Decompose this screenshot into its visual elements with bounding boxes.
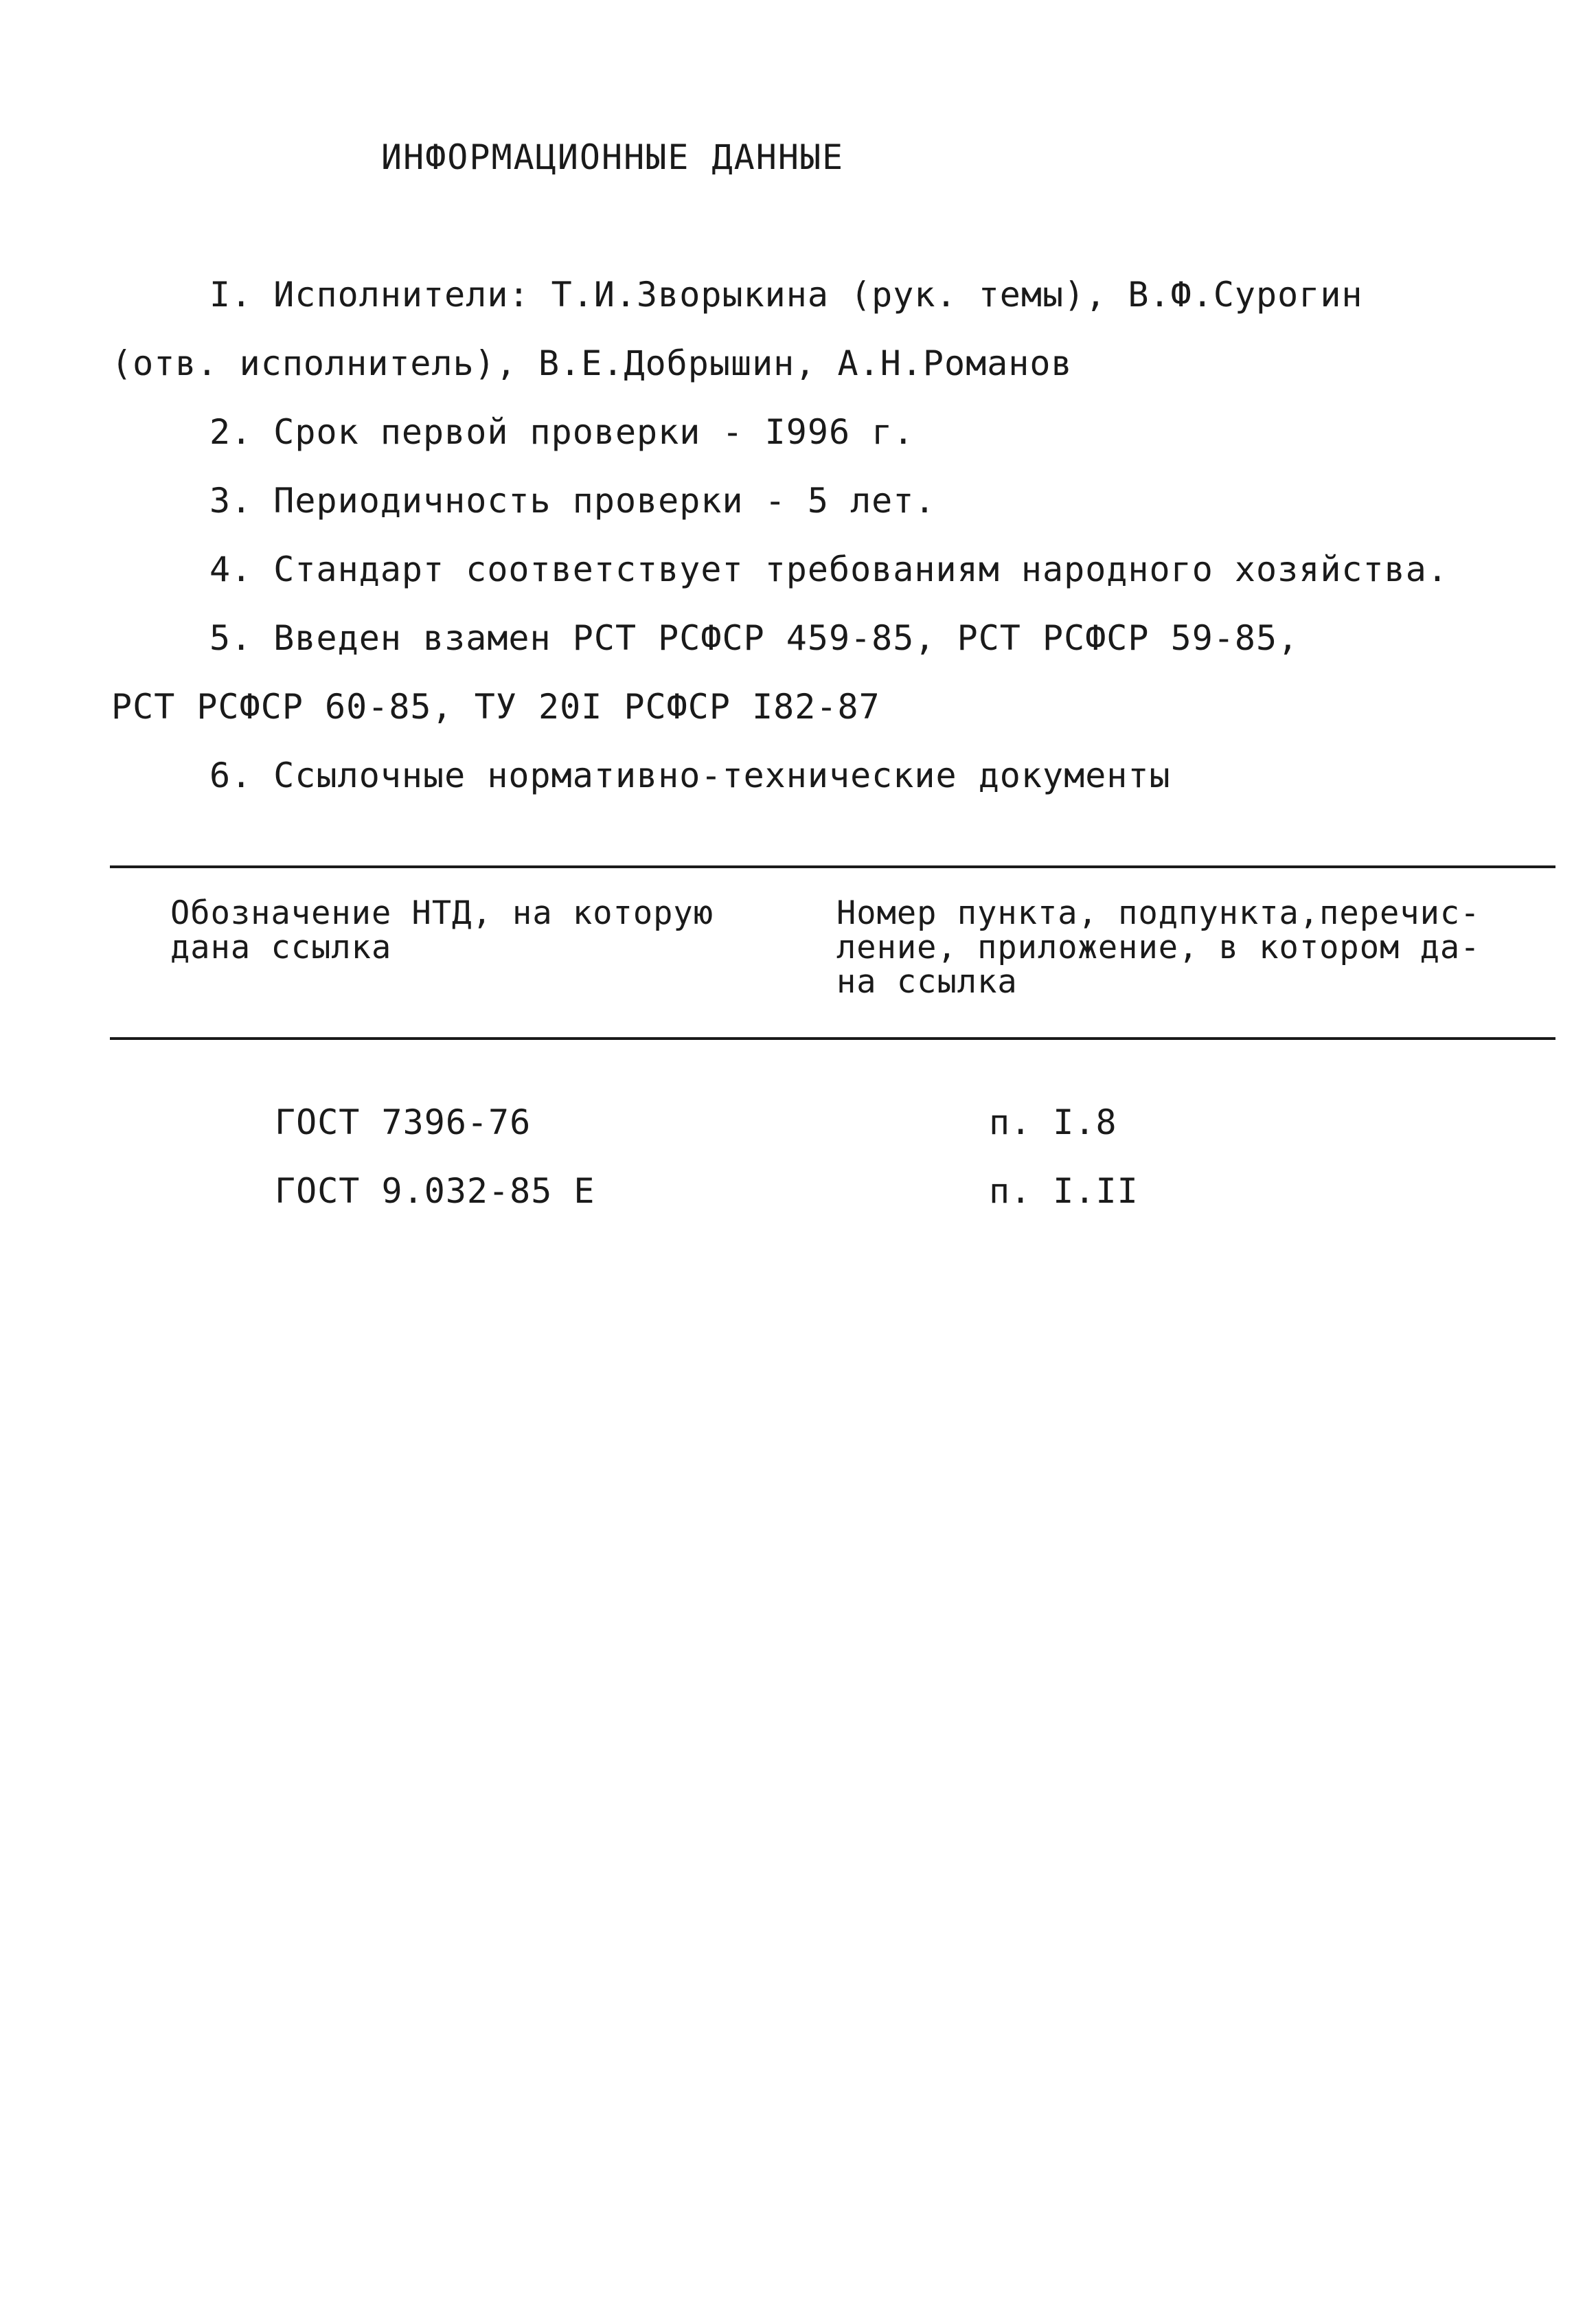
table-top-rule: [110, 865, 1555, 868]
item-1-line-2: (отв. исполнитель), В.Е.Добрышин, А.Н.Романов: [111, 343, 1073, 383]
table-header-clause: Номер пункта, подпункта,перечис- ление, приложение, в котором да- на ссылка: [836, 894, 1481, 1001]
item-2: 2. Срок первой проверки - I996 г.: [209, 412, 915, 452]
item-4: 4. Стандарт соответствует требованиям народного хозяйства.: [209, 549, 1448, 589]
document-title: ИНФОРМАЦИОННЫЕ ДАННЫЕ: [381, 137, 845, 177]
item-1-line-1: I. Исполнители: Т.И.Зворыкина (рук. темы), В.Ф.Сурогин: [209, 275, 1363, 315]
table-row-2-designation: ГОСТ 9.032-85 Е: [275, 1171, 595, 1211]
table-row-1-clause: п. I.8: [989, 1102, 1117, 1142]
table-row-2-clause: п. I.II: [989, 1171, 1139, 1211]
table-header-rule: [110, 1037, 1555, 1040]
table-row-1-designation: ГОСТ 7396-76: [275, 1102, 532, 1142]
item-3: 3. Периодичность проверки - 5 лет.: [209, 481, 936, 521]
item-5-line-2: РСТ РСФСР 60-85, ТУ 20I РСФСР I82-87: [111, 687, 880, 727]
item-5-line-1: 5. Введен взамен РСТ РСФСР 459-85, РСТ РСФСР 59-85,: [209, 618, 1299, 658]
table-header-designation: Обозначение НТД, на которую дана ссылка: [170, 894, 714, 966]
item-6: 6. Ссылочные нормативно-технические документы: [209, 756, 1171, 795]
